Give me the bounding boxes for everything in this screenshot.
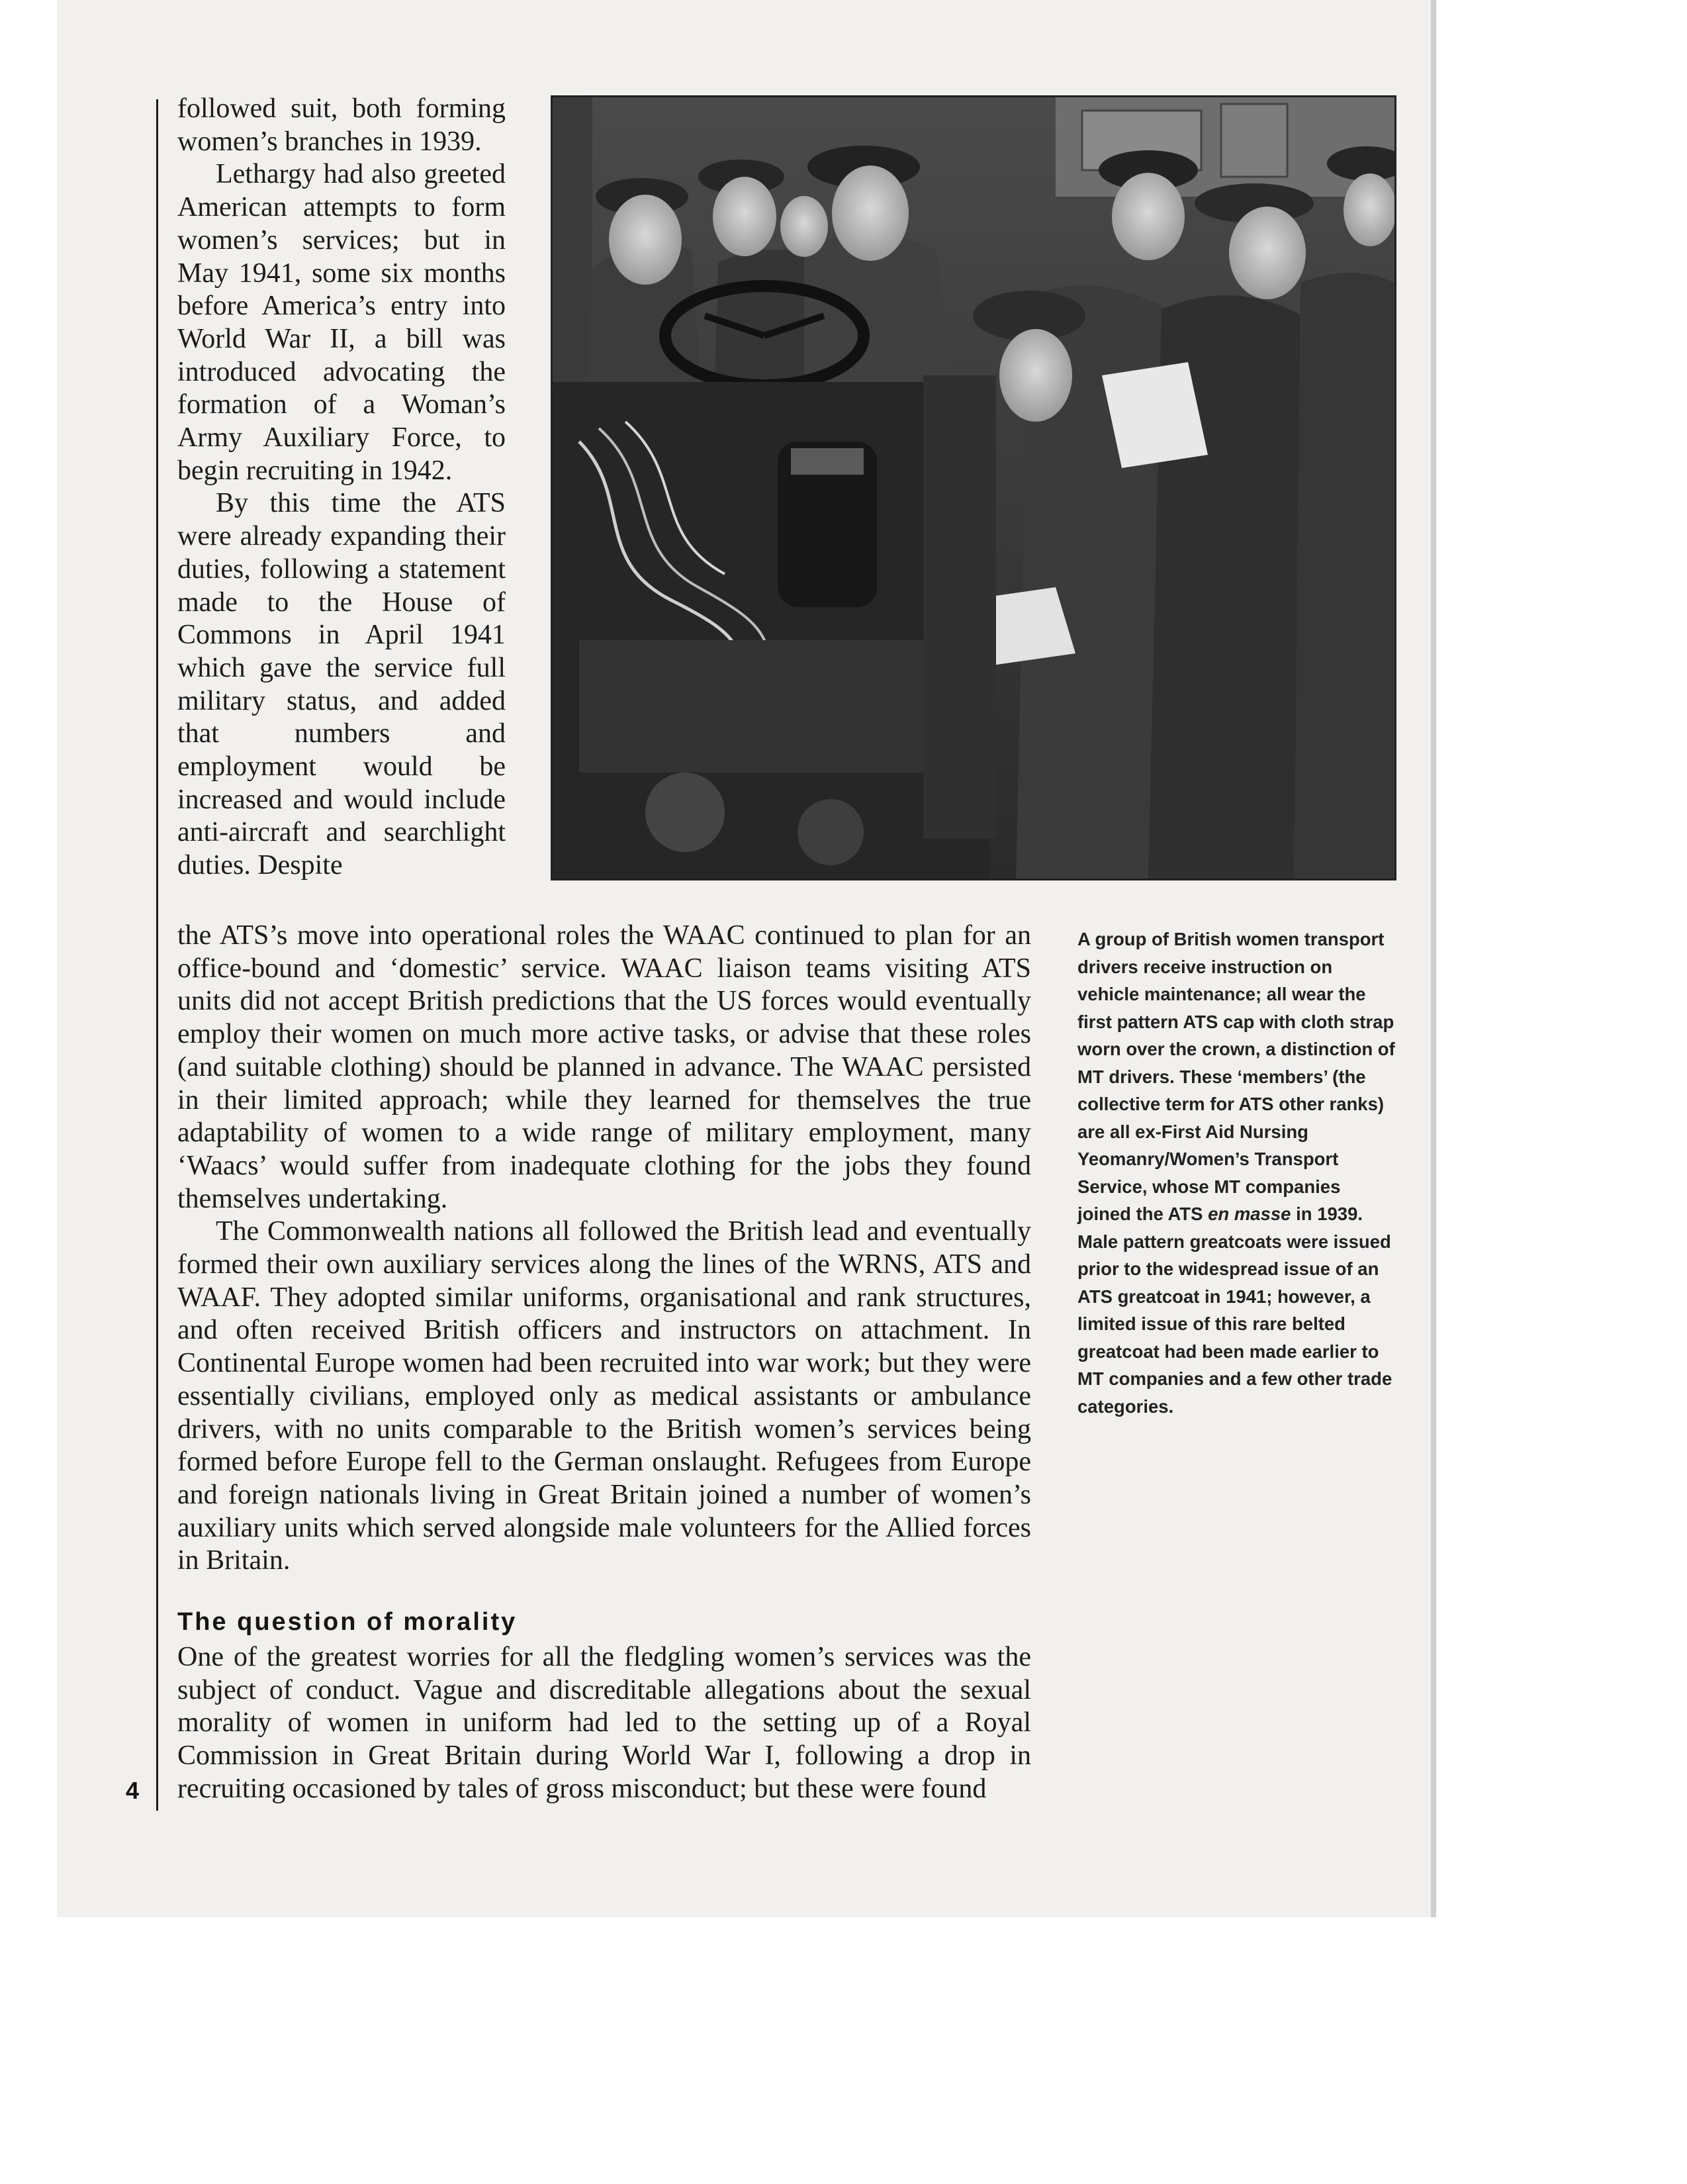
photo-illustration: [553, 97, 1394, 878]
body-paragraph: followed suit, both forming women’s branches in 1939.: [177, 93, 506, 157]
archival-photograph: [551, 95, 1396, 880]
photo-caption: [1077, 926, 1398, 1420]
body-paragraph: By this time the ATS were already expanding their duties, following a statement made to the House of Commons in April 1941 which gave the service full military status, and added that numbers and employment would be increased and would include anti-aircraft and searchlight duties. Despite: [177, 488, 506, 881]
page-number: 4: [126, 1777, 140, 1804]
section-heading: The question of morality: [177, 1608, 518, 1637]
left-text-column: [177, 93, 506, 882]
body-paragraph: Lethargy had also greeted American attempts to form women’s services; but in May 1941, some six months before America’s entry into World War II, a bill was introduced advocating the formation of a Woman’s Army Auxiliary Force, to begin recruiting in 1942.: [177, 159, 506, 486]
body-paragraph: One of the greatest worries for all the fledgling women’s services was the subject of conduct. Vague and discreditable allegations about the sexual morality of women in uniform had led to the setting up of a Royal Commission in Great Britain during World War I, following a drop in recruiting occasioned by tales of gross misconduct; but these were found: [177, 1642, 1031, 1804]
main-text-column: [177, 920, 1031, 1806]
caption-emphasis: en masse: [1208, 1204, 1291, 1224]
caption-text: A group of British women transport drivers receive instruction on vehicle maintenance; all wear the first pattern ATS cap with cloth strap worn over the crown, a distinction of MT drivers. These ‘members’ (the collective term for ATS other ranks) are all ex-First Aid Nursing Yeomanry/Women’s Transport Service, whose MT companies joined the ATS: [1077, 929, 1395, 1224]
caption-text: in 1939. Male pattern greatcoats were issued prior to the widespread issue of an ATS greatcoat in 1941; however, a limited issue of this rare belted greatcoat had been made earlier to MT companies and a few other trade categories.: [1077, 1204, 1392, 1417]
scan-edge-shadow: [1431, 0, 1436, 1917]
body-paragraph: The Commonwealth nations all followed the British lead and eventually formed their own auxiliary services along the lines of the WRNS, ATS and WAAF. They adopted similar uniforms, organisational and rank structures, and often received British officers and instructors on attachment. In Continental Europe women had been recruited into war work; but they were essentially civilians, employed only as medical assistants or ambulance drivers, with no units comparable to the British women’s services being formed before Europe fell to the German onslaught. Refugees from Europe and foreign nationals living in Great Britain joined a number of women’s auxiliary units which served alongside male volunteers for the Allied forces in Britain.: [177, 1216, 1031, 1576]
body-paragraph: the ATS’s move into operational roles the WAAC continued to plan for an office-bound and ‘domestic’ service. WAAC liaison teams visiting ATS units did not accept British predictions that the US forces would eventually employ their women on much more active tasks, or advise that these roles (and suitable clothing) should be planned in advance. The WAAC persisted in their limited approach; while they learned for themselves the true adaptability of women to a wide range of military employment, many ‘Waacs’ would suffer from inadequate clothing for the jobs they found themselves undertaking.: [177, 920, 1031, 1214]
page-margin-rule: [156, 99, 158, 1811]
